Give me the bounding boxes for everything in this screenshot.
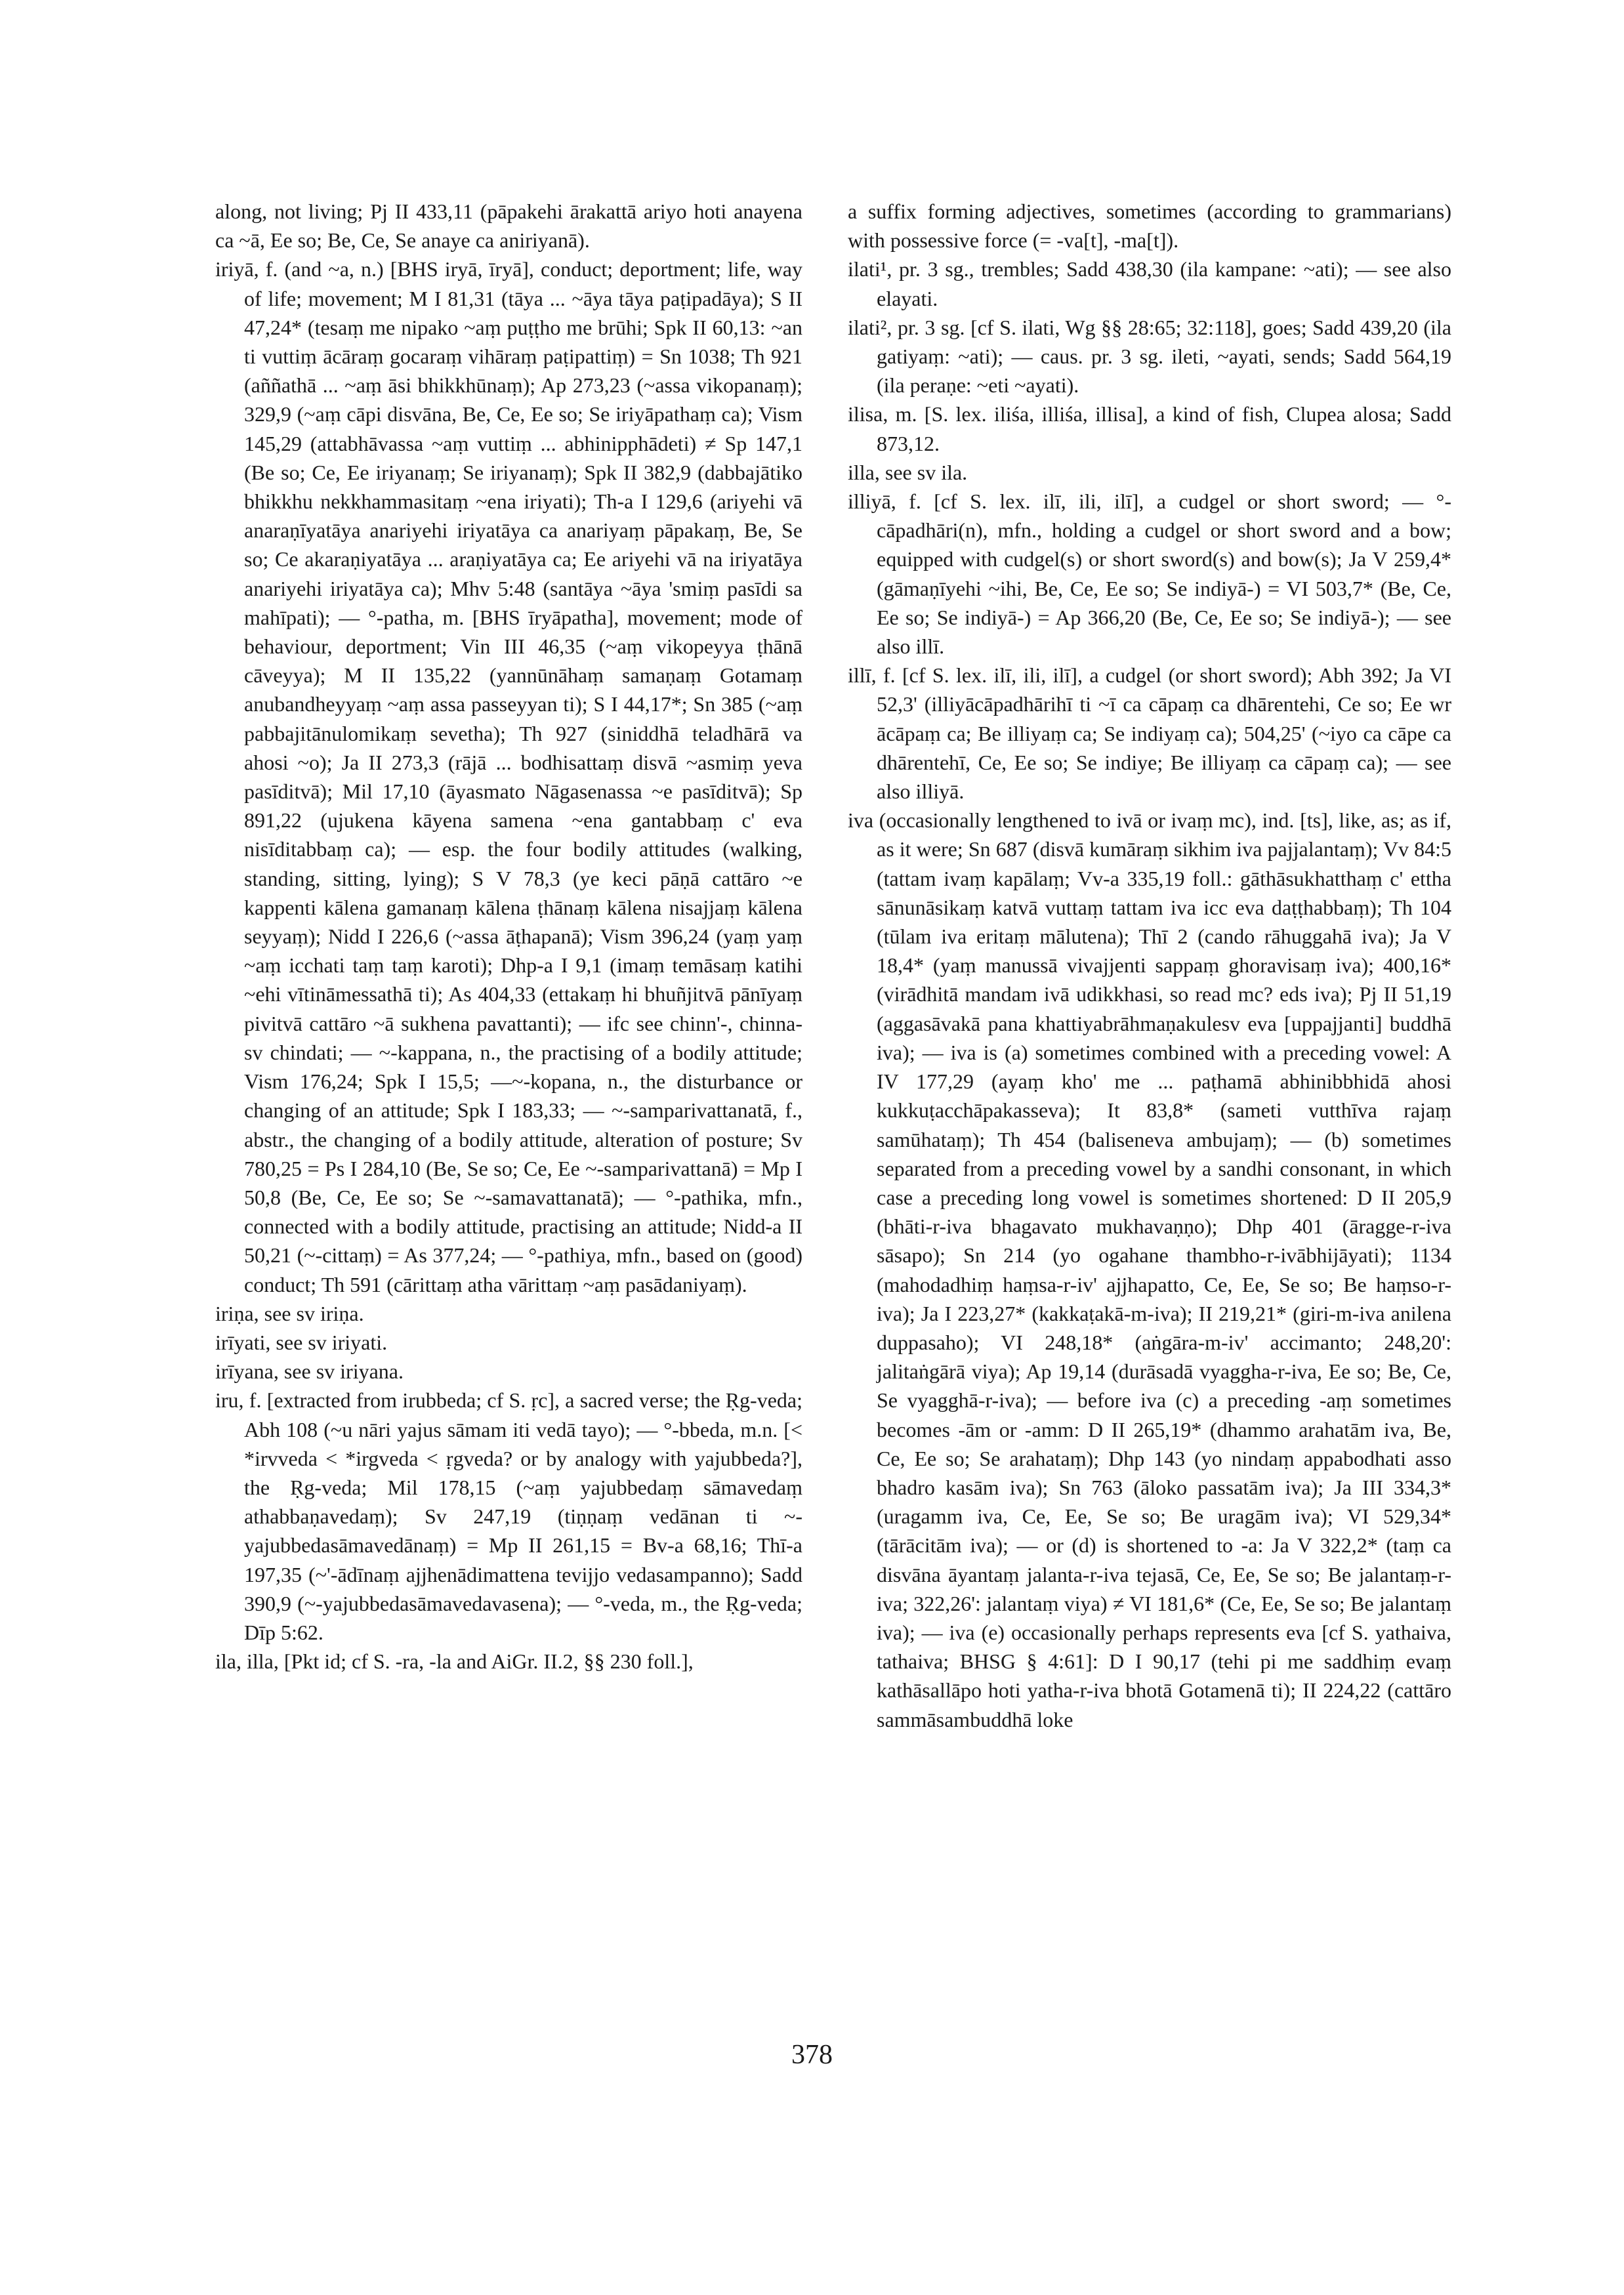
entry-ilisa: ilisa, m. [S. lex. iliśa, illiśa, illisa], a kind of fish, Clupea alosa; Sadd 873,12.: [848, 402, 1451, 455]
entry-iriyana: irīyana, see sv iriyana.: [215, 1359, 404, 1384]
entry-ila-illa: ila, illa, [Pkt id; cf S. -ra, -la and AiGr. II.2, §§ 230 foll.],: [215, 1649, 694, 1674]
entry-iva: iva (occasionally lengthened to ivā or ivaṃ mc), ind. [ts], like, as; as if, as it were; Sn 687 (disvā kumāraṃ sikhim iva pajjalantaṃ); Vv 84:5 (tattam ivaṃ kapālaṃ; Vv-a 335,19 foll.: gāthāsukhatthaṃ c' ettha sānunāsikaṃ katvā vuttaṃ tattam iva icc eva daṭṭhabbaṃ); Th 104 (tūlam iva eritaṃ mālutena); Thī 2 (cando rāhuggahā iva); Ja V 18,4* (yaṃ manussā vivajjenti sappaṃ ghoravisaṃ iva); 400,16* (virādhitā mandam ivā udikkhasi, so read mc? eds iva); Pj II 51,19 (aggasāvakā pana khattiyabrāhmaṇakulesv eva [uppajjanti] buddhā iva); — iva is (a) sometimes combined with a preceding vowel: A IV 177,29 (ayaṃ kho' me ... paṭhamā abhinibbhidā ahosi kukkuṭacchāpakasseva); It 83,8* (sameti vutthīva rajaṃ samūhataṃ); Th 454 (baliseneva ambujaṃ); — (b) sometimes separated from a preceding vowel by a sandhi consonant, in which case a preceding long vowel is sometimes shortened: D II 205,9 (bhāti-r-iva bhagavato mukhavaṇṇo); Dhp 401 (āragge-r-iva sāsapo); Sn 214 (yo ogahane thambho-r-ivābhijāyati); 1134 (mahodadhiṃ haṃsa-r-iv' ajjhapatto, Ce, Ee, Se so; Be haṃso-r-iva); Ja I 223,27* (kakkaṭakā-m-iva); II 219,21* (giri-m-iva anilena duppasaho); VI 248,18* (aṅgāra-m-iv' accimanto; 248,20': jalitaṅgārā viya); Ap 19,14 (durāsadā vyaggha-r-iva, Ee so; Be, Ce, Se vyagghā-r-iva); — before iva (c) a preceding -aṃ sometimes becomes -ām or -amm: D II 265,19* (dhammo arahatām iva, Be, Ce, Ee so; Se arahataṃ); Dhp 143 (yo nindaṃ appabodhati asso bhadro kasām iva); Sn 763 (āloko passatām iva); Ja III 334,3* (uragamm iva, Ce, Ee, Se so; Be uragām iva); VI 529,34* (tārācitām iva); — or (d) is shortened to -a: Ja V 322,2* (taṃ ca disvāna āyantaṃ jalanta-r-iva tejasā, Ce, Ee, Se so; Be jalantaṃ-r-iva; 322,26': jalantaṃ viya) ≠ VI 181,6* (Ce, Ee, Se so; Be jalantaṃ iva); — iva (e) occasionally perhaps represents eva [cf S. yathaiva, tathaiva; BHSG § 4:61]: D I 90,17 (tehi pi me saddhiṃ evaṃ kathāsallāpo hoti yatha-r-iva bhotā Gotamenā ti); II 224,22 (cattāro sammāsambuddhā loke: [848, 808, 1451, 1731]
entry-irina: iriṇa, see sv iriṇa.: [215, 1301, 364, 1325]
entry-ilati-2: ilati², pr. 3 sg. [cf S. ilati, Wg §§ 28:65; 32:118], goes; Sadd 439,20 (ila gatiyaṃ: ~ati); — caus. pr. 3 sg. ileti, ~ayati, sends; Sadd 564,19 (ila peraṇe: ~eti ~ayati).: [848, 315, 1451, 398]
entry-illi: illī, f. [cf S. lex. ilī, ili, ilī], a cudgel (or short sword); Abh 392; Ja VI 52,3' (illiyācāpadhārihī ti ~ī ca cāpaṃ ca dhārentehi, Ce so; Ee wr ācāpaṃ ca; Be illiyaṃ ca; Se indiyaṃ ca); 504,25' (~iyo ca cāpe ca dhārentehī, Ce, Ee so; Se indiye; Be illiyaṃ ca cāpaṃ ca); — see also illiyā.: [848, 663, 1451, 804]
right-column: [848, 197, 1451, 1734]
page-number: 378: [791, 2040, 833, 2070]
entry-illiya: illiyā, f. [cf S. lex. ilī, ili, ilī], a cudgel or short sword; — °-cāpadhāri(n), mfn., holding a cudgel or short sword and a bow; equipped with cudgel(s) or short sword(s) and bow(s); Ja V 259,4* (gāmaṇīyehi ~ihi, Be, Ce, Ee so; Se indiyā-) = VI 503,7* (Be, Ce, Ee so; Se indiyā-) = Ap 366,20 (Be, Ce, Ee so; Se indiyā-); — see also illī.: [848, 489, 1451, 659]
left-column: [215, 197, 802, 1676]
entry-ilati-1: ilati¹, pr. 3 sg., trembles; Sadd 438,30 (ila kampane: ~ati); — see also elayati.: [848, 257, 1451, 310]
entry-illa: illa, see sv ila.: [848, 460, 968, 484]
entry-iriya: iriyā, f. (and ~a, n.) [BHS iryā, īryā], conduct; deportment; life, way of life; movement; M I 81,31 (tāya ... ~āya tāya paṭipadāya); S II 47,24* (tesaṃ me nipako ~aṃ puṭṭho me brūhi; Spk II 60,13: ~an ti vuttiṃ ācāraṃ gocaraṃ vihāraṃ paṭipattiṃ) = Sn 1038; Th 921 (aññathā ... ~aṃ āsi bhikkhūnaṃ); Ap 273,23 (~assa vikopanaṃ); 329,9 (~aṃ cāpi disvāna, Be, Ce, Ee so; Se iriyāpathaṃ ca); Vism 145,29 (attabhāvassa ~aṃ vuttiṃ ... abhinipphādeti) ≠ Sp 147,1 (Be so; Ce, Ee iriyanaṃ; Se iriyanaṃ); Spk II 382,9 (dabbajātiko bhikkhu nekkhammasitaṃ ~ena iriyati); Th-a I 129,6 (ariyehi vā anaraṇīyatāya anariyehi iriyatāya ca anariyaṃ pāpakaṃ, Be, Se so; Ce akaraṇiyatāya ... araṇiyatāya ca; Ee ariyehi vā na iriyatāya anariyehi iriyatāya ca); Mhv 5:48 (santāya ~āya 'smiṃ pasīdi sa mahīpati); — °-patha, m. [BHS īryāpatha], movement; mode of behaviour, deportment; Vin III 46,35 (~aṃ vikopeyya ṭhānā cāveyya); M II 135,22 (yannūnāhaṃ samaṇaṃ Gotamaṃ anubandheyyaṃ ~aṃ assa passeyyan ti); S I 44,17*; Sn 385 (~aṃ pabbajitānulomikaṃ sevetha); Th 927 (siniddhā teladhārā va ahosi ~o); Ja II 273,3 (rājā ... bodhisattaṃ disvā ~asmiṃ yeva pasīditvā); Mil 17,10 (āyasmato Nāgasenassa ~e pasīditvā); Sp 891,22 (ujukena kāyena samena ~ena gantabbaṃ c' eva nisīditabbaṃ ca); — esp. the four bodily attitudes (walking, standing, sitting, lying); S V 78,3 (ye keci pāṇā cattāro ~e kappenti kālena gamanaṃ kālena ṭhānaṃ kālena nisajjaṃ kālena seyyaṃ); Nidd I 226,6 (~assa āṭhapanā); Vism 396,24 (yaṃ yaṃ ~aṃ icchati taṃ taṃ karoti); Dhp-a I 9,1 (imaṃ temāsaṃ katihi ~ehi vītināmessathā ti); As 404,33 (ettakaṃ hi bhuñjitvā pānīyaṃ pivitvā cattāro ~ā sukhena pavattanti); — ifc see chinn'-, chinna- sv chindati; — ~-kappana, n., the practising of a bodily attitude; Vism 176,24; Spk I 15,5; —~-kopana, n., the disturbance or changing of an attitude; Spk I 183,33; — ~-samparivattanatā, f., abstr., the changing of a bodily attitude, alteration of posture; Sv 780,25 = Ps I 284,10 (Be, Se so; Ce, Ee ~-samparivattanā) = Mp I 50,8 (Be, Ce, Ee so; Se ~-samavattanatā); — °-pathika, mfn., connected with a bodily attitude, practising an attitude; Nidd-a II 50,21 (~-cittaṃ) = As 377,24; — °-pathiya, mfn., based on (good) conduct; Th 591 (cārittaṃ atha vārittaṃ ~aṃ pasādaniyaṃ).: [215, 257, 802, 1296]
entry-along-not-living: along, not living; Pj II 433,11 (pāpakehi ārakattā ariyo hoti anayena ca ~ā, Ee so; Be, Ce, Se anaye ca aniriyanā).: [215, 199, 802, 253]
entry-iriyati: irīyati, see sv iriyati.: [215, 1330, 388, 1354]
entry-ila-continued: a suffix forming adjectives, sometimes (according to grammarians) with possessive force (= -va[t], -ma[t]).: [848, 199, 1451, 253]
entry-iru: iru, f. [extracted from irubbeda; cf S. ṛc], a sacred verse; the Ṛg-veda; Abh 108 (~u nāri yajus sāmam iti vedā tayo); — °-bbeda, m.n. [< *irvveda < *irgveda < ṛgveda? or by analogy with yajubbeda?], the Ṛg-veda; Mil 178,15 (~aṃ yajubbedaṃ sāmavedaṃ athabbaṇavedaṃ); Sv 247,19 (tiṇṇaṃ vedānan ti ~-yajubbedasāmavedānaṃ) = Mp II 261,15 = Bv-a 68,16; Thī-a 197,35 (~'-ādīnaṃ ajjhenādimattena tevijjo vedasampanno); Sadd 390,9 (~-yajubbedasāmavedavasena); — °-veda, m., the Ṛg-veda; Dīp 5:62.: [215, 1388, 802, 1644]
